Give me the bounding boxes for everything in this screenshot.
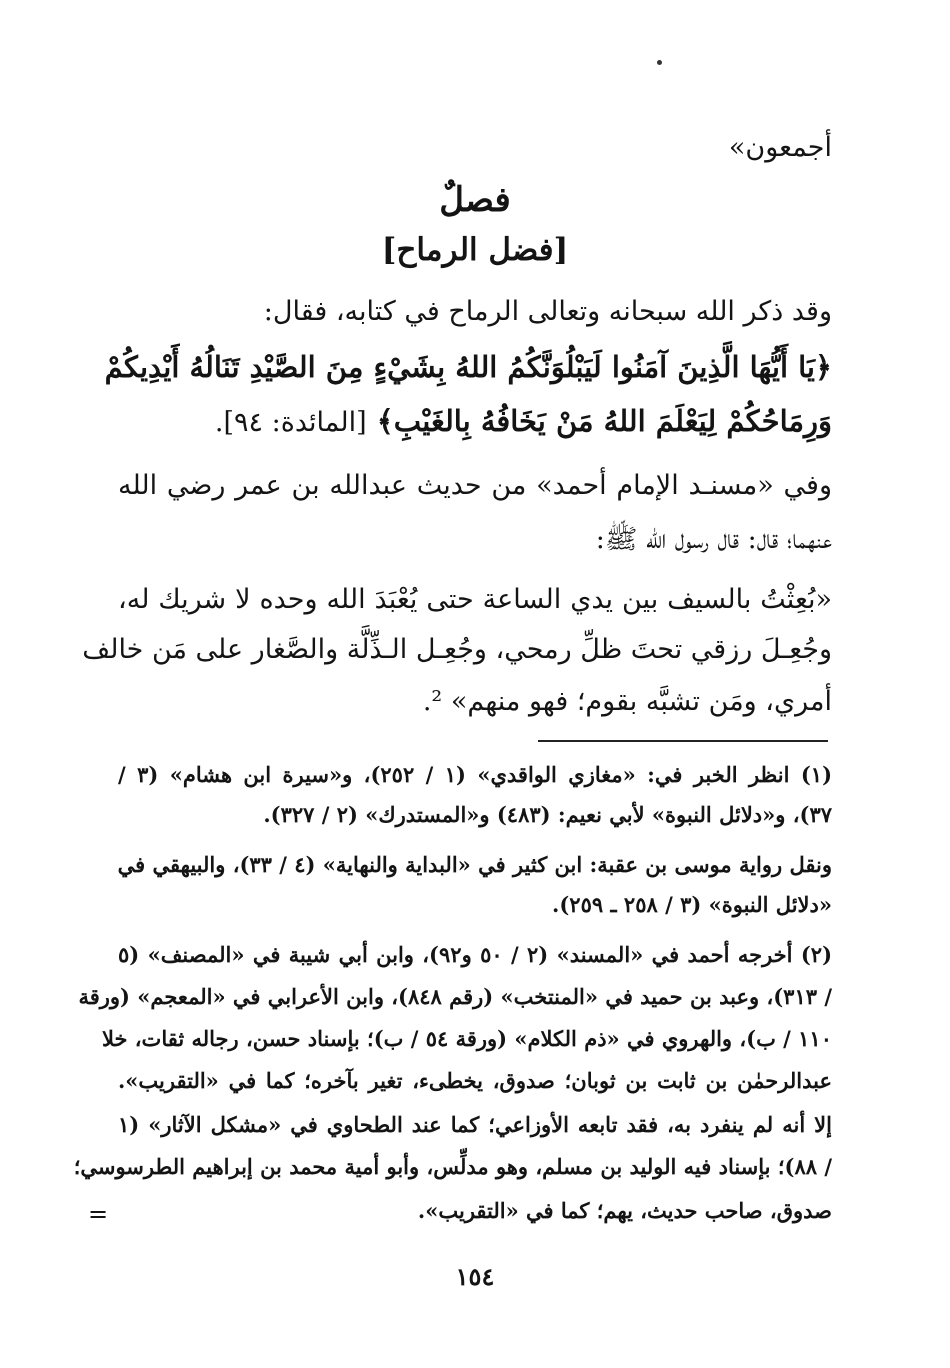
hadith-line-3: أمري، ومَن تشبَّه بقوم؛ فهو منهم» ². <box>422 686 832 717</box>
ink-dot <box>657 60 662 65</box>
margin-continuation-mark: = <box>88 1200 109 1228</box>
footnote-2-line-3: ١١٠ / ب)، والهروي في «ذم الكلام» (ورقة ٥٤ / ب)؛ بإسناد حسن، رجاله ثقات، خلا <box>101 1026 832 1051</box>
footnote-2-line-4: عبدالرحمٰن بن ثابت بن ثوبان؛ صدوق، يخطىء، تغير بآخره؛ كما في «التقريب». <box>118 1068 832 1093</box>
intro-paragraph: وقد ذكر الله سبحانه وتعالى الرماح في كتابه، فقال: <box>263 296 832 327</box>
footnote-1-line-1: (١) انظر الخبر في: «مغازي الواقدي» (١ / ٢٥٢)، و«سيرة ابن هشام» (٣ / <box>118 762 833 787</box>
footnote-1-line-2: ٣٧)، و«دلائل النبوة» لأبي نعيم: (٤٨٣) و«المستدرك» (٢ / ٣٢٧). <box>263 802 832 827</box>
footnote-1-line-4: «دلائل النبوة» (٣ / ٢٥٨ ـ ٢٥٩). <box>552 892 832 917</box>
quran-verse-line-1: ﴿يَا أَيُّهَا الَّذِينَ آمَنُوا لَيَبْلُوَنَّكُمُ اللهُ بِشَيْءٍ مِنَ الصَّيْدِ تَنَالُهُ أَيْدِيكُمْ <box>104 350 832 384</box>
quran-verse-line-2 <box>118 404 832 438</box>
hadith-intro-line-1: وفي «مسنـد الإمام أحمد» من حديث عبدالله بن عمر رضي الله <box>118 470 832 501</box>
footnote-1-line-3: ونقل رواية موسى بن عقبة: ابن كثير في «البداية والنهاية» (٤ / ٣٣)، والبيهقي في <box>117 852 832 877</box>
page-number: ١٥٤ <box>455 1262 495 1291</box>
quran-verse-text: وَرِمَاحُكُمْ لِيَعْلَمَ اللهُ مَنْ يَخَافُهُ بِالغَيْبِ﴾ <box>376 404 832 438</box>
footnote-separator <box>538 740 828 742</box>
section-subtitle: [فضل الرماح] <box>381 232 569 268</box>
footnote-2-line-2: / ٣١٣)، وعبد بن حميد في «المنتخب» (رقم ٨٤٨)، وابن الأعرابي في «المعجم» (ورقة <box>78 984 832 1009</box>
hadith-line-1: «بُعِثْتُ بالسيف بين يدي الساعة حتى يُعْبَدَ الله وحده لا شريك له، <box>118 584 832 615</box>
quran-reference: [المائدة: ٩٤]. <box>214 407 367 438</box>
footnote-2-line-1: (٢) أخرجه أحمد في «المسند» (٢ / ٥٠ و٩٢)، وابن أبي شيبة في «المصنف» (٥ <box>118 942 832 967</box>
footnote-2-line-7: صدوق، صاحب حديث، يهم؛ كما في «التقريب». <box>417 1198 832 1223</box>
hadith-line-2: وجُعِـلَ رزقي تحتَ ظلِّ رمحي، وجُعِـل الـذِّلَّة والصَّغار على مَن خالف <box>82 634 832 665</box>
footnote-2-line-6: / ٨٨)؛ بإسناد فيه الوليد بن مسلم، وهو مدلِّس، وأبو أمية محمد بن إبراهيم الطرسوسي؛ <box>73 1154 832 1179</box>
footnote-2-line-5: إلا أنه لم ينفرد به، فقد تابعه الأوزاعي؛ كما عند الطحاوي في «مشكل الآثار» (١ <box>118 1112 832 1137</box>
section-title: فصلٌ <box>439 180 511 220</box>
hadith-intro-line-2: عنهما؛ قال: قال رسول الله ﷺ: <box>595 524 832 555</box>
continuation-text: أجمعون» <box>728 132 832 163</box>
